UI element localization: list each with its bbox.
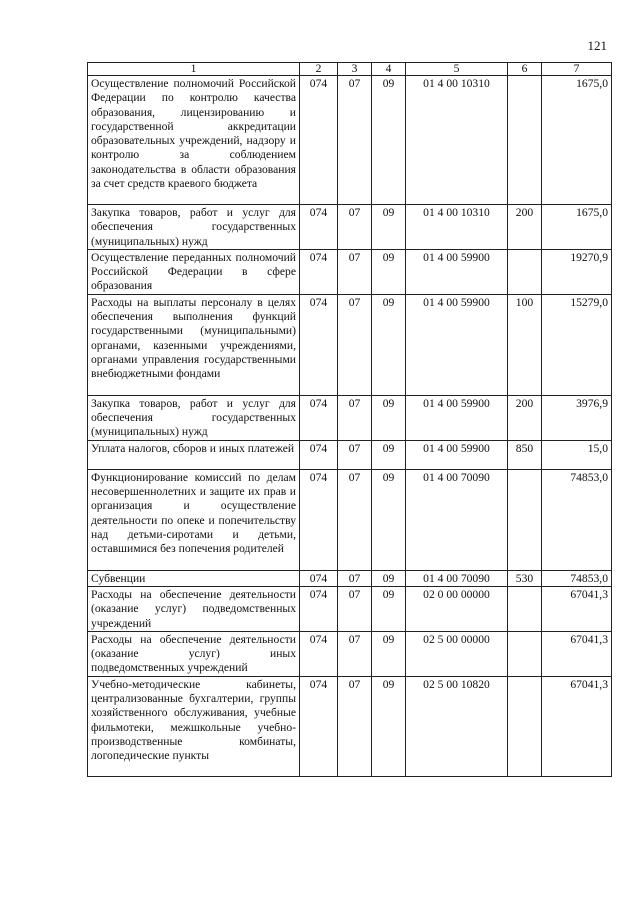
column-header: 1 [88, 63, 300, 76]
table-row [88, 469, 612, 570]
subsection-code: 09 [372, 570, 406, 586]
section-code: 07 [338, 249, 372, 294]
expense-name: Осуществление переданных полномочий Российской Федерации в сфере образования [88, 249, 300, 294]
table-row [88, 570, 612, 586]
amount: 3976,9 [542, 395, 612, 440]
target-article: 02 0 00 00000 [406, 586, 508, 631]
amount: 74853,0 [542, 570, 612, 586]
ministry-code: 074 [300, 294, 338, 395]
column-header: 4 [372, 63, 406, 76]
expense-type: 200 [508, 205, 542, 250]
section-code: 07 [338, 294, 372, 395]
target-article: 02 5 00 10820 [406, 676, 508, 776]
expense-type: 200 [508, 395, 542, 440]
expense-name: Осуществление полномочий Российской Федерации по контролю качества образования, лицензированию и государственной аккредитации образовательных учреждений, надзору и контролю за соблюдением законодательства в области образования за счет средств краевого бюджета [88, 76, 300, 205]
subsection-code: 09 [372, 76, 406, 205]
target-article: 01 4 00 59900 [406, 440, 508, 469]
target-article: 01 4 00 59900 [406, 249, 508, 294]
section-code: 07 [338, 395, 372, 440]
target-article: 01 4 00 70090 [406, 570, 508, 586]
amount: 74853,0 [542, 469, 612, 570]
expense-type [508, 76, 542, 205]
target-article: 01 4 00 10310 [406, 205, 508, 250]
table-row [88, 631, 612, 676]
expense-type [508, 631, 542, 676]
column-header: 5 [406, 63, 508, 76]
target-article: 02 5 00 00000 [406, 631, 508, 676]
ministry-code: 074 [300, 586, 338, 631]
ministry-code: 074 [300, 440, 338, 469]
expense-name: Закупка товаров, работ и услуг для обеспечения государственных (муниципальных) нужд [88, 205, 300, 250]
ministry-code: 074 [300, 469, 338, 570]
target-article: 01 4 00 59900 [406, 395, 508, 440]
expense-type: 530 [508, 570, 542, 586]
expense-type [508, 676, 542, 776]
ministry-code: 074 [300, 395, 338, 440]
amount: 1675,0 [542, 76, 612, 205]
table-row [88, 395, 612, 440]
subsection-code: 09 [372, 395, 406, 440]
expense-name: Субвенции [88, 570, 300, 586]
table-row [88, 76, 612, 205]
subsection-code: 09 [372, 249, 406, 294]
target-article: 01 4 00 59900 [406, 294, 508, 395]
ministry-code: 074 [300, 249, 338, 294]
table-row [88, 586, 612, 631]
ministry-code: 074 [300, 570, 338, 586]
ministry-code: 074 [300, 205, 338, 250]
ministry-code: 074 [300, 76, 338, 205]
amount: 67041,3 [542, 631, 612, 676]
expense-type: 100 [508, 294, 542, 395]
section-code: 07 [338, 631, 372, 676]
table-row [88, 676, 612, 776]
budget-table [87, 62, 612, 777]
subsection-code: 09 [372, 631, 406, 676]
column-header: 3 [338, 63, 372, 76]
section-code: 07 [338, 586, 372, 631]
subsection-code: 09 [372, 676, 406, 776]
expense-type: 850 [508, 440, 542, 469]
subsection-code: 09 [372, 586, 406, 631]
table-row [88, 249, 612, 294]
ministry-code: 074 [300, 676, 338, 776]
amount: 1675,0 [542, 205, 612, 250]
subsection-code: 09 [372, 205, 406, 250]
target-article: 01 4 00 70090 [406, 469, 508, 570]
column-header: 7 [542, 63, 612, 76]
page-number: 121 [587, 38, 607, 53]
expense-name: Расходы на обеспечение деятельности (оказание услуг) подведомственных учреждений [88, 586, 300, 631]
ministry-code: 074 [300, 631, 338, 676]
expense-name: Закупка товаров, работ и услуг для обеспечения государственных (муниципальных) нужд [88, 395, 300, 440]
target-article: 01 4 00 10310 [406, 76, 508, 205]
subsection-code: 09 [372, 440, 406, 469]
column-header: 2 [300, 63, 338, 76]
subsection-code: 09 [372, 294, 406, 395]
amount: 15279,0 [542, 294, 612, 395]
section-code: 07 [338, 76, 372, 205]
table-row [88, 205, 612, 250]
expense-type [508, 249, 542, 294]
expense-name: Расходы на выплаты персоналу в целях обеспечения выполнения функций государственными (муниципальными) органами, казенными учреждениями, органами управления государственными внебюджетными фондами [88, 294, 300, 395]
column-header: 6 [508, 63, 542, 76]
expense-type [508, 586, 542, 631]
table-row [88, 440, 612, 469]
amount: 15,0 [542, 440, 612, 469]
section-code: 07 [338, 570, 372, 586]
expense-name: Функционирование комиссий по делам несовершеннолетних и защите их прав и организация и осуществление деятельности по опеке и попечительству над детьми-сиротами и детьми, оставшимися без попечения родителей [88, 469, 300, 570]
expense-name: Расходы на обеспечение деятельности (оказание услуг) иных подведомственных учреждений [88, 631, 300, 676]
expense-name: Уплата налогов, сборов и иных платежей [88, 440, 300, 469]
section-code: 07 [338, 205, 372, 250]
table-header-row [88, 63, 612, 76]
amount: 67041,3 [542, 676, 612, 776]
section-code: 07 [338, 469, 372, 570]
amount: 19270,9 [542, 249, 612, 294]
amount: 67041,3 [542, 586, 612, 631]
section-code: 07 [338, 440, 372, 469]
section-code: 07 [338, 676, 372, 776]
subsection-code: 09 [372, 469, 406, 570]
expense-type [508, 469, 542, 570]
table-row [88, 294, 612, 395]
expense-name: Учебно-методические кабинеты, централизованные бухгалтерии, группы хозяйственного обслуживания, учебные фильмотеки, межшкольные учебно-производственные комбинаты, логопедические пункты [88, 676, 300, 776]
